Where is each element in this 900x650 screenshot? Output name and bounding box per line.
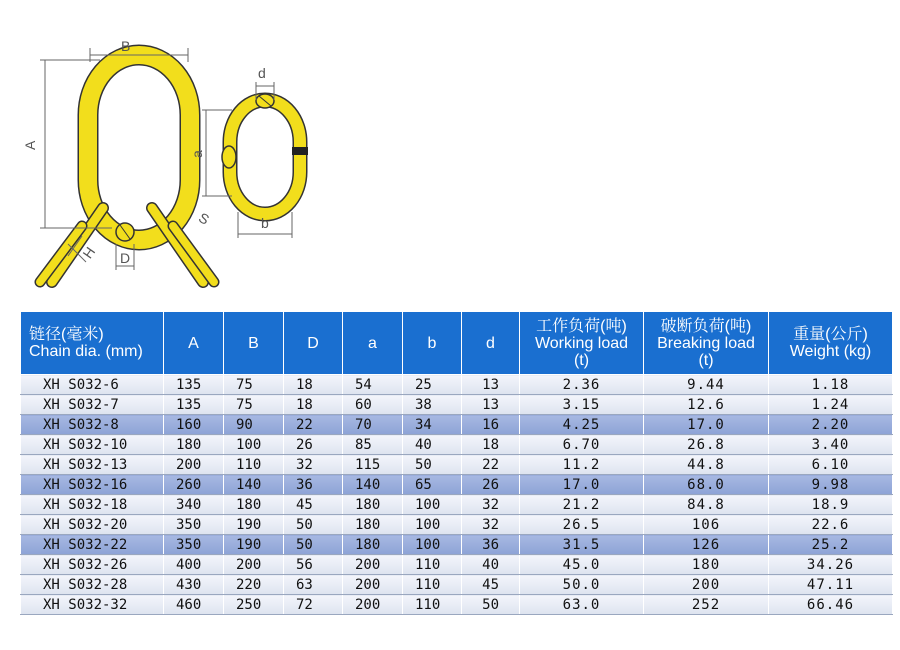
cell-model: XH S032-20 bbox=[21, 515, 164, 535]
cell-a: 180 bbox=[343, 495, 403, 515]
header-B: B bbox=[224, 312, 284, 375]
header-weight bbox=[769, 312, 893, 375]
cell-D: 56 bbox=[284, 555, 343, 575]
header-a: a bbox=[343, 312, 403, 375]
cell-breaking-load: 106 bbox=[644, 515, 769, 535]
cell-working-load: 4.25 bbox=[520, 415, 644, 435]
cell-weight: 66.46 bbox=[769, 595, 893, 615]
dim-label-small-b: b bbox=[261, 215, 269, 231]
cell-b: 100 bbox=[403, 515, 462, 535]
cell-breaking-load: 84.8 bbox=[644, 495, 769, 515]
header-d: d bbox=[462, 312, 520, 375]
cell-A: 200 bbox=[164, 455, 224, 475]
cell-D: 18 bbox=[284, 395, 343, 415]
cell-model: XH S032-32 bbox=[21, 595, 164, 615]
cell-B: 140 bbox=[224, 475, 284, 495]
cell-working-load: 50.0 bbox=[520, 575, 644, 595]
cell-a: 115 bbox=[343, 455, 403, 475]
header-A: A bbox=[164, 312, 224, 375]
table-row bbox=[21, 575, 893, 595]
cell-A: 160 bbox=[164, 415, 224, 435]
cell-weight: 6.10 bbox=[769, 455, 893, 475]
cell-weight: 22.6 bbox=[769, 515, 893, 535]
cell-d: 36 bbox=[462, 535, 520, 555]
cell-b: 25 bbox=[403, 375, 462, 395]
header-working-load-unit: (t) bbox=[573, 351, 590, 369]
cell-b: 50 bbox=[403, 455, 462, 475]
cell-d: 13 bbox=[462, 395, 520, 415]
cell-a: 180 bbox=[343, 535, 403, 555]
cell-d: 22 bbox=[462, 455, 520, 475]
cell-d: 16 bbox=[462, 415, 520, 435]
cell-A: 135 bbox=[164, 395, 224, 415]
table-row bbox=[21, 535, 893, 555]
cell-weight: 34.26 bbox=[769, 555, 893, 575]
cell-d: 45 bbox=[462, 575, 520, 595]
master-link-drawing bbox=[40, 55, 214, 282]
table-row bbox=[21, 395, 893, 415]
cell-D: 45 bbox=[284, 495, 343, 515]
cell-breaking-load: 9.44 bbox=[644, 375, 769, 395]
cell-D: 26 bbox=[284, 435, 343, 455]
cell-B: 180 bbox=[224, 495, 284, 515]
cell-a: 180 bbox=[343, 515, 403, 535]
table-row bbox=[21, 455, 893, 475]
dim-label-B: B bbox=[121, 38, 131, 54]
dim-label-small-a: a bbox=[189, 150, 205, 158]
cell-working-load: 17.0 bbox=[520, 475, 644, 495]
table-row bbox=[21, 435, 893, 455]
cell-b: 40 bbox=[403, 435, 462, 455]
table-row bbox=[21, 475, 893, 495]
header-working-load-en: Working load bbox=[534, 334, 629, 352]
cell-breaking-load: 252 bbox=[644, 595, 769, 615]
cell-b: 110 bbox=[403, 595, 462, 615]
cell-B: 220 bbox=[224, 575, 284, 595]
cell-working-load: 21.2 bbox=[520, 495, 644, 515]
cell-A: 460 bbox=[164, 595, 224, 615]
cell-A: 400 bbox=[164, 555, 224, 575]
cell-d: 32 bbox=[462, 495, 520, 515]
table-row bbox=[21, 375, 893, 395]
dim-label-A: A bbox=[22, 140, 38, 150]
cell-D: 36 bbox=[284, 475, 343, 495]
cell-D: 50 bbox=[284, 535, 343, 555]
header-chain-dia bbox=[21, 312, 164, 375]
cell-A: 350 bbox=[164, 515, 224, 535]
cell-b: 38 bbox=[403, 395, 462, 415]
dim-label-S: S bbox=[196, 209, 213, 228]
cell-a: 140 bbox=[343, 475, 403, 495]
table-row bbox=[21, 495, 893, 515]
cell-D: 22 bbox=[284, 415, 343, 435]
cell-B: 190 bbox=[224, 535, 284, 555]
cell-breaking-load: 200 bbox=[644, 575, 769, 595]
cell-b: 100 bbox=[403, 535, 462, 555]
cell-weight: 25.2 bbox=[769, 535, 893, 555]
cell-breaking-load: 126 bbox=[644, 535, 769, 555]
table-row bbox=[21, 595, 893, 615]
cell-weight: 47.11 bbox=[769, 575, 893, 595]
cell-model: XH S032-7 bbox=[21, 395, 164, 415]
cell-model: XH S032-18 bbox=[21, 495, 164, 515]
cell-weight: 1.18 bbox=[769, 375, 893, 395]
master-link-diagram bbox=[0, 0, 340, 300]
cell-model: XH S032-10 bbox=[21, 435, 164, 455]
cell-d: 18 bbox=[462, 435, 520, 455]
cell-B: 100 bbox=[224, 435, 284, 455]
cell-A: 135 bbox=[164, 375, 224, 395]
cell-model: XH S032-22 bbox=[21, 535, 164, 555]
dim-label-H: H bbox=[79, 243, 99, 262]
header-chain-dia-en: Chain dia. (mm) bbox=[29, 343, 143, 360]
header-weight-zh: 重量(公斤) bbox=[793, 326, 868, 343]
cell-b: 100 bbox=[403, 495, 462, 515]
cell-B: 110 bbox=[224, 455, 284, 475]
cell-breaking-load: 26.8 bbox=[644, 435, 769, 455]
cell-breaking-load: 68.0 bbox=[644, 475, 769, 495]
cell-B: 190 bbox=[224, 515, 284, 535]
cell-weight: 18.9 bbox=[769, 495, 893, 515]
cell-breaking-load: 12.6 bbox=[644, 395, 769, 415]
cell-b: 110 bbox=[403, 555, 462, 575]
small-link-drawing bbox=[222, 94, 308, 214]
cell-a: 70 bbox=[343, 415, 403, 435]
cell-working-load: 45.0 bbox=[520, 555, 644, 575]
cell-model: XH S032-8 bbox=[21, 415, 164, 435]
cell-D: 72 bbox=[284, 595, 343, 615]
cell-working-load: 31.5 bbox=[520, 535, 644, 555]
cell-A: 430 bbox=[164, 575, 224, 595]
header-working-load bbox=[520, 312, 644, 375]
cell-A: 350 bbox=[164, 535, 224, 555]
cell-d: 13 bbox=[462, 375, 520, 395]
cell-A: 260 bbox=[164, 475, 224, 495]
cell-B: 90 bbox=[224, 415, 284, 435]
header-breaking-load-zh: 破断负荷(吨) bbox=[660, 317, 752, 335]
cell-a: 200 bbox=[343, 575, 403, 595]
header-breaking-load-unit: (t) bbox=[698, 351, 714, 369]
cell-D: 63 bbox=[284, 575, 343, 595]
cell-B: 200 bbox=[224, 555, 284, 575]
cell-weight: 9.98 bbox=[769, 475, 893, 495]
cell-working-load: 2.36 bbox=[520, 375, 644, 395]
cell-working-load: 11.2 bbox=[520, 455, 644, 475]
header-weight-en: Weight (kg) bbox=[789, 343, 872, 360]
header-D: D bbox=[284, 312, 343, 375]
header-breaking-load bbox=[644, 312, 769, 375]
table-row bbox=[21, 415, 893, 435]
cell-a: 200 bbox=[343, 595, 403, 615]
cell-weight: 2.20 bbox=[769, 415, 893, 435]
cell-a: 85 bbox=[343, 435, 403, 455]
cell-model: XH S032-13 bbox=[21, 455, 164, 475]
cell-working-load: 63.0 bbox=[520, 595, 644, 615]
cell-B: 75 bbox=[224, 375, 284, 395]
cell-working-load: 3.15 bbox=[520, 395, 644, 415]
cell-model: XH S032-26 bbox=[21, 555, 164, 575]
table-row bbox=[21, 555, 893, 575]
cell-a: 54 bbox=[343, 375, 403, 395]
spec-table bbox=[20, 311, 893, 615]
cell-D: 18 bbox=[284, 375, 343, 395]
cell-a: 200 bbox=[343, 555, 403, 575]
cell-b: 110 bbox=[403, 575, 462, 595]
cell-working-load: 26.5 bbox=[520, 515, 644, 535]
cell-b: 65 bbox=[403, 475, 462, 495]
cell-working-load: 6.70 bbox=[520, 435, 644, 455]
cell-breaking-load: 180 bbox=[644, 555, 769, 575]
header-breaking-load-en: Breaking load bbox=[657, 334, 755, 352]
cell-D: 32 bbox=[284, 455, 343, 475]
cell-d: 50 bbox=[462, 595, 520, 615]
cell-B: 250 bbox=[224, 595, 284, 615]
cell-a: 60 bbox=[343, 395, 403, 415]
cell-breaking-load: 17.0 bbox=[644, 415, 769, 435]
table-row bbox=[21, 515, 893, 535]
cell-breaking-load: 44.8 bbox=[644, 455, 769, 475]
cell-weight: 3.40 bbox=[769, 435, 893, 455]
cell-weight: 1.24 bbox=[769, 395, 893, 415]
cell-D: 50 bbox=[284, 515, 343, 535]
cell-d: 40 bbox=[462, 555, 520, 575]
cell-A: 180 bbox=[164, 435, 224, 455]
header-working-load-zh: 工作负荷(吨) bbox=[536, 317, 627, 335]
table-body bbox=[21, 375, 893, 615]
cell-model: XH S032-28 bbox=[21, 575, 164, 595]
header-b: b bbox=[403, 312, 462, 375]
header-chain-dia-zh: 链径(毫米) bbox=[29, 326, 104, 343]
cell-b: 34 bbox=[403, 415, 462, 435]
cell-d: 26 bbox=[462, 475, 520, 495]
cell-B: 75 bbox=[224, 395, 284, 415]
dim-label-D: D bbox=[120, 250, 131, 266]
cell-d: 32 bbox=[462, 515, 520, 535]
cell-model: XH S032-6 bbox=[21, 375, 164, 395]
cell-A: 340 bbox=[164, 495, 224, 515]
cell-model: XH S032-16 bbox=[21, 475, 164, 495]
dim-label-small-d: d bbox=[258, 65, 266, 81]
table-header bbox=[21, 312, 893, 375]
